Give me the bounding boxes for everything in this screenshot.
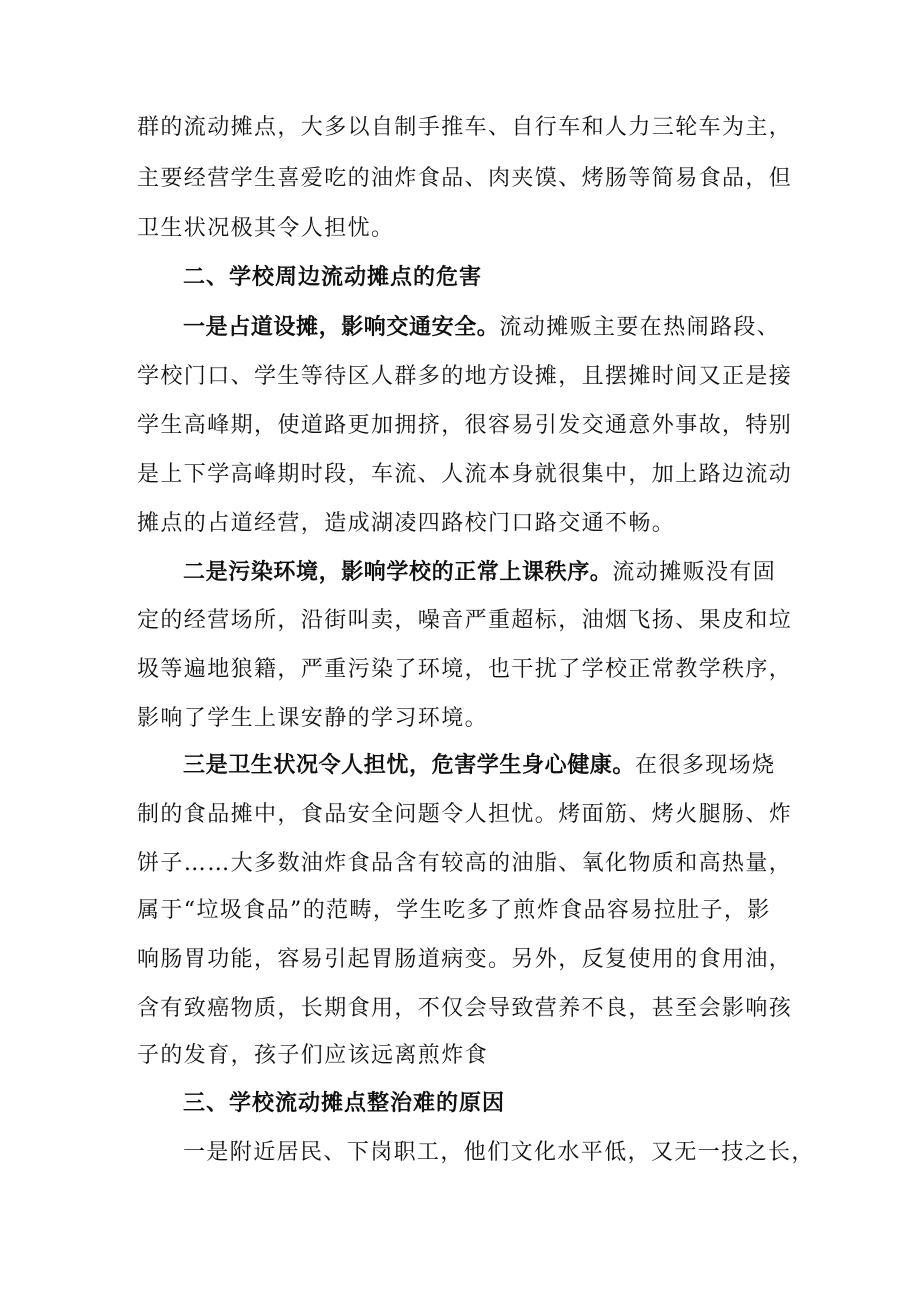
- point-2-lead: 二是污染环境，影响学校的正常上课秩序。: [183, 560, 613, 585]
- point-3-line-2: 制的食品摊中，食品安全问题令人担忧。烤面筋、烤火腿肠、炸: [137, 802, 793, 827]
- intro-line-1: 群的流动摊点，大多以自制手推车、自行车和人力三轮车为主，: [137, 115, 793, 140]
- point-3-line-6: 含有致癌物质，长期食用，不仅会导致营养不良，甚至会影响孩: [137, 996, 793, 1021]
- point-1-line-3: 学生高峰期，使道路更加拥挤，很容易引发交通意外事故，特别: [137, 413, 793, 438]
- intro-line-2: 主要经营学生喜爱吃的油炸食品、肉夹馍、烤肠等简易食品，但: [137, 166, 793, 191]
- section-3-first-line: 一是附近居民、下岗职工，他们文化水平低，又无一技之长，: [183, 1140, 815, 1165]
- point-1-line-5: 摊点的占道经营，造成湖凌四路校门口路交通不畅。: [137, 511, 676, 536]
- point-1-first-line-text: 流动摊贩主要在热闹路段、: [499, 315, 781, 340]
- point-2-first-line: [183, 558, 843, 588]
- point-1-line-2: 学校门口、学生等待区人群多的地方设摊，且摆摊时间又正是接: [137, 364, 793, 389]
- point-2-line-3: 圾等遍地狼籍，严重污染了环境，也干扰了学校正常教学秩序，: [137, 657, 793, 682]
- point-1-first-line: [183, 313, 843, 343]
- point-2-first-line-text: 流动摊贩没有固: [612, 560, 777, 585]
- section-3-heading: 三、学校流动摊点整治难的原因: [183, 1091, 506, 1116]
- point-2-line-4: 影响了学生上课安静的学习环境。: [137, 706, 489, 731]
- point-3-line-5: 响肠胃功能，容易引起胃肠道病变。另外，反复使用的食用油，: [137, 947, 793, 972]
- point-2-line-2: 定的经营场所，沿街叫卖，噪音严重超标，油烟飞扬、果皮和垃: [137, 608, 793, 633]
- point-3-line-7: 子的发育，孩子们应该远离煎炸食: [137, 1043, 489, 1068]
- intro-line-3: 卫生状况极其令人担忧。: [137, 216, 395, 241]
- point-3-line-4: 属于“垃圾食品”的范畴，学生吃多了煎炸食品容易拉肚子，影: [137, 898, 771, 923]
- point-1-line-4: 是上下学高峰期时段，车流、人流本身就很集中，加上路边流动: [137, 462, 793, 487]
- point-3-first-line-text: 在很多现场烧: [635, 753, 776, 778]
- point-3-first-line: [183, 751, 843, 781]
- point-1-lead: 一是占道设摊，影响交通安全。: [183, 315, 500, 340]
- point-3-lead: 三是卫生状况令人担忧，危害学生身心健康。: [183, 753, 636, 778]
- point-3-line-3: 饼子……大多数油炸食品含有较高的油脂、氧化物质和高热量，: [137, 851, 793, 876]
- section-2-heading: 二、学校周边流动摊点的危害: [183, 265, 483, 290]
